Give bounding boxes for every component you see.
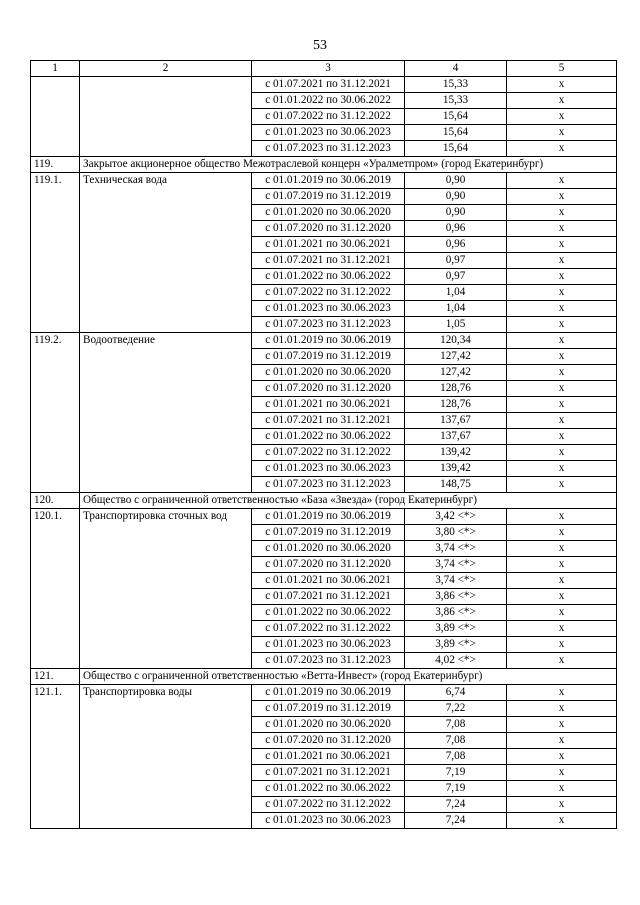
column-5-cell: х bbox=[507, 93, 617, 109]
column-5-cell: х bbox=[507, 77, 617, 93]
column-5-cell: х bbox=[507, 429, 617, 445]
period-cell: с 01.01.2019 по 30.06.2019 bbox=[252, 509, 405, 525]
column-5-cell: х bbox=[507, 205, 617, 221]
column-5-cell: х bbox=[507, 813, 617, 829]
organization-number: 120. bbox=[31, 493, 80, 509]
tariff-value-cell: 0,97 bbox=[405, 253, 507, 269]
service-name: Транспортировка воды bbox=[80, 685, 252, 829]
column-5-cell: х bbox=[507, 589, 617, 605]
column-5-cell: х bbox=[507, 717, 617, 733]
tariff-value-cell: 3,80 <*> bbox=[405, 525, 507, 541]
period-cell: с 01.07.2021 по 31.12.2021 bbox=[252, 413, 405, 429]
column-5-cell: х bbox=[507, 653, 617, 669]
tariff-value-cell: 15,33 bbox=[405, 93, 507, 109]
service-name: Техническая вода bbox=[80, 173, 252, 333]
column-5-cell: х bbox=[507, 797, 617, 813]
column-5-cell: х bbox=[507, 605, 617, 621]
header-col-1: 1 bbox=[31, 61, 80, 77]
tariff-value-cell: 0,96 bbox=[405, 237, 507, 253]
tariff-value-cell: 3,86 <*> bbox=[405, 589, 507, 605]
tariff-value-cell: 7,08 bbox=[405, 717, 507, 733]
tariff-value-cell: 7,19 bbox=[405, 765, 507, 781]
period-cell: с 01.01.2023 по 30.06.2023 bbox=[252, 461, 405, 477]
column-5-cell: х bbox=[507, 109, 617, 125]
period-cell: с 01.01.2020 по 30.06.2020 bbox=[252, 365, 405, 381]
tariff-value-cell: 15,64 bbox=[405, 109, 507, 125]
tariff-value-cell: 1,05 bbox=[405, 317, 507, 333]
column-5-cell: х bbox=[507, 317, 617, 333]
period-cell: с 01.07.2021 по 31.12.2021 bbox=[252, 253, 405, 269]
period-cell: с 01.07.2022 по 31.12.2022 bbox=[252, 797, 405, 813]
table-row bbox=[31, 173, 617, 189]
tariff-value-cell: 15,64 bbox=[405, 141, 507, 157]
period-cell: с 01.01.2023 по 30.06.2023 bbox=[252, 301, 405, 317]
period-cell: с 01.07.2021 по 31.12.2021 bbox=[252, 765, 405, 781]
period-cell: с 01.01.2022 по 30.06.2022 bbox=[252, 429, 405, 445]
column-5-cell: х bbox=[507, 397, 617, 413]
tariff-value-cell: 139,42 bbox=[405, 445, 507, 461]
period-cell: с 01.01.2022 по 30.06.2022 bbox=[252, 93, 405, 109]
tariff-value-cell: 0,90 bbox=[405, 189, 507, 205]
period-cell: с 01.07.2020 по 31.12.2020 bbox=[252, 557, 405, 573]
period-cell: с 01.01.2019 по 30.06.2019 bbox=[252, 173, 405, 189]
period-cell: с 01.01.2019 по 30.06.2019 bbox=[252, 333, 405, 349]
organization-number: 119. bbox=[31, 157, 80, 173]
service-name: Транспортировка сточных вод bbox=[80, 509, 252, 669]
column-5-cell: х bbox=[507, 461, 617, 477]
tariff-value-cell: 137,67 bbox=[405, 413, 507, 429]
column-5-cell: х bbox=[507, 237, 617, 253]
header-col-3: 3 bbox=[252, 61, 405, 77]
organization-row bbox=[31, 669, 617, 685]
period-cell: с 01.07.2019 по 31.12.2019 bbox=[252, 701, 405, 717]
tariff-value-cell: 127,42 bbox=[405, 349, 507, 365]
column-5-cell: х bbox=[507, 749, 617, 765]
table-row bbox=[31, 333, 617, 349]
organization-number: 121. bbox=[31, 669, 80, 685]
period-cell: с 01.07.2019 по 31.12.2019 bbox=[252, 525, 405, 541]
tariff-value-cell: 128,76 bbox=[405, 397, 507, 413]
tariff-value-cell: 3,74 <*> bbox=[405, 557, 507, 573]
tariff-value-cell: 7,24 bbox=[405, 813, 507, 829]
service-number: 120.1. bbox=[31, 509, 80, 669]
period-cell: с 01.07.2019 по 31.12.2019 bbox=[252, 189, 405, 205]
column-5-cell: х bbox=[507, 301, 617, 317]
tariff-value-cell: 137,67 bbox=[405, 429, 507, 445]
tariff-value-cell: 7,24 bbox=[405, 797, 507, 813]
organization-name: Закрытое акционерное общество Межотраслевой концерн «Уралметпром» (город Екатеринбург) bbox=[80, 157, 617, 173]
tariff-value-cell: 3,74 <*> bbox=[405, 541, 507, 557]
column-5-cell: х bbox=[507, 365, 617, 381]
period-cell: с 01.07.2023 по 31.12.2023 bbox=[252, 141, 405, 157]
service-name bbox=[80, 77, 252, 157]
tariff-value-cell: 0,90 bbox=[405, 205, 507, 221]
organization-row bbox=[31, 493, 617, 509]
service-name: Водоотведение bbox=[80, 333, 252, 493]
period-cell: с 01.01.2020 по 30.06.2020 bbox=[252, 541, 405, 557]
tariff-value-cell: 7,08 bbox=[405, 749, 507, 765]
tariff-value-cell: 148,75 bbox=[405, 477, 507, 493]
period-cell: с 01.01.2021 по 30.06.2021 bbox=[252, 397, 405, 413]
period-cell: с 01.01.2023 по 30.06.2023 bbox=[252, 813, 405, 829]
tariff-value-cell: 1,04 bbox=[405, 285, 507, 301]
period-cell: с 01.01.2021 по 30.06.2021 bbox=[252, 237, 405, 253]
table-row bbox=[31, 509, 617, 525]
tariff-value-cell: 0,97 bbox=[405, 269, 507, 285]
service-number: 121.1. bbox=[31, 685, 80, 829]
period-cell: с 01.01.2022 по 30.06.2022 bbox=[252, 269, 405, 285]
column-5-cell: х bbox=[507, 173, 617, 189]
column-5-cell: х bbox=[507, 333, 617, 349]
tariff-value-cell: 15,33 bbox=[405, 77, 507, 93]
table-body bbox=[31, 77, 617, 829]
table-row bbox=[31, 77, 617, 93]
period-cell: с 01.07.2022 по 31.12.2022 bbox=[252, 445, 405, 461]
period-cell: с 01.01.2023 по 30.06.2023 bbox=[252, 637, 405, 653]
page-number: 53 bbox=[313, 38, 327, 53]
column-5-cell: х bbox=[507, 189, 617, 205]
tariff-value-cell: 3,86 <*> bbox=[405, 605, 507, 621]
period-cell: с 01.07.2022 по 31.12.2022 bbox=[252, 621, 405, 637]
tariff-value-cell: 127,42 bbox=[405, 365, 507, 381]
column-5-cell: х bbox=[507, 541, 617, 557]
period-cell: с 01.01.2022 по 30.06.2022 bbox=[252, 781, 405, 797]
column-5-cell: х bbox=[507, 733, 617, 749]
column-5-cell: х bbox=[507, 349, 617, 365]
period-cell: с 01.01.2021 по 30.06.2021 bbox=[252, 749, 405, 765]
tariff-value-cell: 120,34 bbox=[405, 333, 507, 349]
period-cell: с 01.01.2020 по 30.06.2020 bbox=[252, 205, 405, 221]
service-number: 119.1. bbox=[31, 173, 80, 333]
service-number: 119.2. bbox=[31, 333, 80, 493]
tariff-value-cell: 4,02 <*> bbox=[405, 653, 507, 669]
period-cell: с 01.07.2020 по 31.12.2020 bbox=[252, 221, 405, 237]
column-5-cell: х bbox=[507, 141, 617, 157]
period-cell: с 01.01.2022 по 30.06.2022 bbox=[252, 605, 405, 621]
period-cell: с 01.07.2022 по 31.12.2022 bbox=[252, 285, 405, 301]
column-5-cell: х bbox=[507, 557, 617, 573]
column-5-cell: х bbox=[507, 685, 617, 701]
period-cell: с 01.07.2019 по 31.12.2019 bbox=[252, 349, 405, 365]
column-5-cell: х bbox=[507, 573, 617, 589]
period-cell: с 01.01.2023 по 30.06.2023 bbox=[252, 125, 405, 141]
tariff-value-cell: 1,04 bbox=[405, 301, 507, 317]
tariff-table bbox=[30, 60, 617, 829]
tariff-value-cell: 0,90 bbox=[405, 173, 507, 189]
organization-row bbox=[31, 157, 617, 173]
table-row bbox=[31, 685, 617, 701]
tariff-value-cell: 3,42 <*> bbox=[405, 509, 507, 525]
column-5-cell: х bbox=[507, 765, 617, 781]
organization-name: Общество с ограниченной ответственностью «База «Звезда» (город Екатеринбург) bbox=[80, 493, 617, 509]
header-col-2: 2 bbox=[80, 61, 252, 77]
column-5-cell: х bbox=[507, 701, 617, 717]
period-cell: с 01.07.2023 по 31.12.2023 bbox=[252, 477, 405, 493]
tariff-value-cell: 0,96 bbox=[405, 221, 507, 237]
header-col-5: 5 bbox=[507, 61, 617, 77]
column-5-cell: х bbox=[507, 221, 617, 237]
period-cell: с 01.01.2020 по 30.06.2020 bbox=[252, 717, 405, 733]
period-cell: с 01.07.2021 по 31.12.2021 bbox=[252, 77, 405, 93]
organization-name: Общество с ограниченной ответственностью «Ветта-Инвест» (город Екатеринбург) bbox=[80, 669, 617, 685]
column-5-cell: х bbox=[507, 637, 617, 653]
period-cell: с 01.07.2023 по 31.12.2023 bbox=[252, 317, 405, 333]
column-5-cell: х bbox=[507, 445, 617, 461]
period-cell: с 01.07.2020 по 31.12.2020 bbox=[252, 381, 405, 397]
tariff-value-cell: 15,64 bbox=[405, 125, 507, 141]
tariff-value-cell: 128,76 bbox=[405, 381, 507, 397]
period-cell: с 01.07.2022 по 31.12.2022 bbox=[252, 109, 405, 125]
tariff-value-cell: 7,22 bbox=[405, 701, 507, 717]
tariff-value-cell: 3,74 <*> bbox=[405, 573, 507, 589]
tariff-value-cell: 7,19 bbox=[405, 781, 507, 797]
column-5-cell: х bbox=[507, 413, 617, 429]
column-5-cell: х bbox=[507, 125, 617, 141]
period-cell: с 01.01.2019 по 30.06.2019 bbox=[252, 685, 405, 701]
period-cell: с 01.07.2023 по 31.12.2023 bbox=[252, 653, 405, 669]
header-col-4: 4 bbox=[405, 61, 507, 77]
column-5-cell: х bbox=[507, 781, 617, 797]
tariff-value-cell: 7,08 bbox=[405, 733, 507, 749]
service-number bbox=[31, 77, 80, 157]
column-5-cell: х bbox=[507, 381, 617, 397]
tariff-value-cell: 3,89 <*> bbox=[405, 621, 507, 637]
tariff-value-cell: 3,89 <*> bbox=[405, 637, 507, 653]
period-cell: с 01.07.2021 по 31.12.2021 bbox=[252, 589, 405, 605]
column-5-cell: х bbox=[507, 269, 617, 285]
period-cell: с 01.01.2021 по 30.06.2021 bbox=[252, 573, 405, 589]
column-5-cell: х bbox=[507, 509, 617, 525]
tariff-value-cell: 139,42 bbox=[405, 461, 507, 477]
period-cell: с 01.07.2020 по 31.12.2020 bbox=[252, 733, 405, 749]
column-5-cell: х bbox=[507, 285, 617, 301]
column-5-cell: х bbox=[507, 621, 617, 637]
column-5-cell: х bbox=[507, 477, 617, 493]
tariff-value-cell: 6,74 bbox=[405, 685, 507, 701]
column-5-cell: х bbox=[507, 525, 617, 541]
column-5-cell: х bbox=[507, 253, 617, 269]
header-row bbox=[31, 61, 617, 77]
